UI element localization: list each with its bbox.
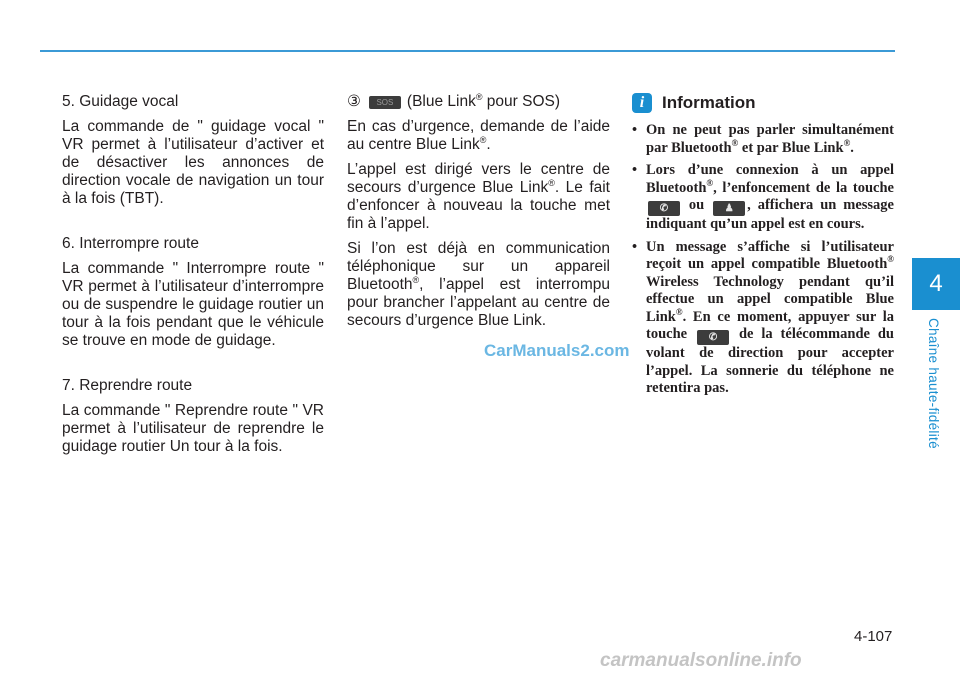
section-6-body: La commande " Interrompre route " VR permet à l’utilisateur d’interrompre ou de suspendre le guidage routier un tour à la fois pendant que le véhicule se trouve en mode de guidage.	[62, 260, 324, 349]
top-rule	[40, 50, 895, 52]
information-title: Information	[662, 93, 756, 112]
watermark: CarManuals2.com	[484, 341, 630, 360]
page-number: 4-107	[854, 628, 893, 645]
info-bullet-3: • Un message s’affiche si l’utilisateur reçoit un appel compatible Bluetooth® Wireless Technology pendant qu’il effectue un appel compatible Blue Link®. En ce moment, appuyer sur la touche ✆ de la télécommande du volant de direction pour accepter l’appel. La sonnerie du téléphone ne retentira pas.	[632, 239, 894, 398]
sos-button-icon: SOS	[369, 96, 401, 109]
column-left	[62, 93, 324, 463]
information-header	[632, 93, 894, 113]
sos-paragraph-1: En cas d’urgence, demande de l’aide au centre Blue Link®.	[347, 118, 610, 153]
footer-watermark: carmanualsonline.info	[600, 650, 802, 671]
info-bullet-2: • Lors d’une connexion à un appel Bluetooth®, l’enfoncement de la touche ✆ ou ♟ , affichera un message indiquant qu’un appel est en cours.	[632, 162, 894, 234]
section-5-heading: 5. Guidage vocal	[62, 93, 179, 110]
section-7-body: La commande " Reprendre route " VR permet à l’utilisateur de reprendre le guidage routier Un tour à la fois.	[62, 402, 324, 455]
information-list	[632, 122, 894, 398]
info-bullet-1: • On ne peut pas parler simultanément par Bluetooth® et par Blue Link®.	[632, 122, 894, 157]
section-7-heading: 7. Reprendre route	[62, 377, 193, 394]
info-icon: i	[632, 93, 652, 113]
column-middle	[347, 93, 610, 337]
call-answer-icon: ✆	[697, 330, 729, 345]
sos-paragraph-3: Si l’on est déjà en communication téléphonique sur un appareil Bluetooth®, l’appel est interrompu pour brancher l’appelant au centre de secours d’urgence Blue Link.	[347, 240, 610, 329]
sos-paragraph-2: L’appel est dirigé vers le centre de secours d’urgence Blue Link®. Le fait d’enfoncer à nouveau la touche met fin à l’appel.	[347, 161, 610, 232]
section-6-heading: 6. Interrompre route	[62, 235, 199, 252]
voice-button-icon: ♟	[713, 201, 745, 216]
item-number: ③	[347, 93, 361, 110]
chapter-tab: 4	[912, 258, 960, 310]
information-box	[632, 93, 894, 403]
blue-link-sos-heading: ③ SOS (Blue Link® pour SOS)	[347, 91, 561, 110]
chapter-title: Chaîne haute-fidélité	[926, 318, 941, 449]
phone-button-icon: ✆	[648, 201, 680, 216]
section-5-body: La commande de " guidage vocal " VR permet à l’utilisateur d’activer et de désactiver les annonces de direction vocale de navigation un tour à la fois (TBT).	[62, 118, 324, 207]
